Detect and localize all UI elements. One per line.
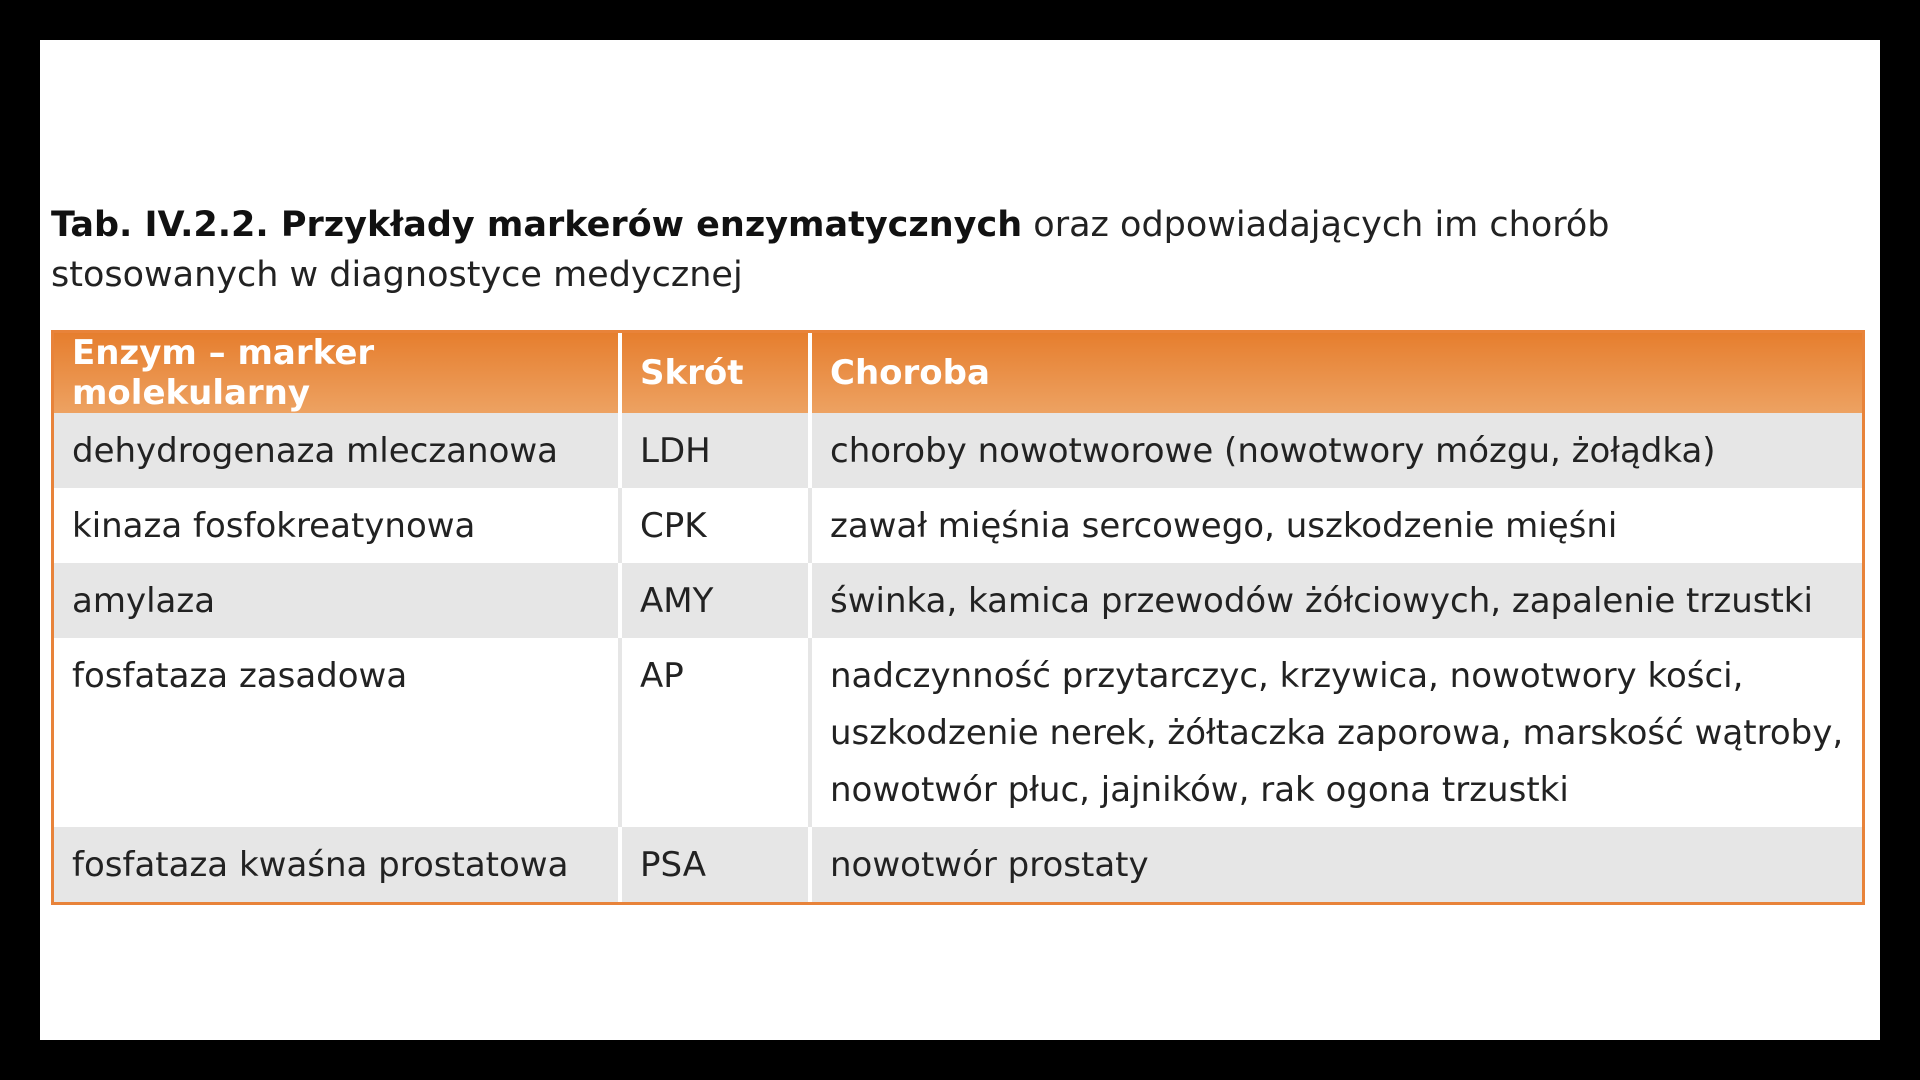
table-row <box>54 413 1862 488</box>
enzyme-marker-table <box>51 330 1865 905</box>
cell-abbreviation: LDH <box>620 413 810 488</box>
table-row <box>54 827 1862 902</box>
header-abbreviation: Skrót <box>620 333 810 413</box>
cell-abbreviation: CPK <box>620 488 810 563</box>
cell-abbreviation: PSA <box>620 827 810 902</box>
table-row <box>54 563 1862 638</box>
cell-disease: nadczynność przytarczyc, krzywica, nowotwory kości, uszkodzenie nerek, żółtaczka zaporowa, marskość wątroby, nowotwór płuc, jajników, rak ogona trzustki <box>810 638 1862 827</box>
cell-disease: choroby nowotworowe (nowotwory mózgu, żołądka) <box>810 413 1862 488</box>
table-row <box>54 638 1862 827</box>
cell-disease: świnka, kamica przewodów żółciowych, zapalenie trzustki <box>810 563 1862 638</box>
cell-enzyme: amylaza <box>54 563 620 638</box>
cell-enzyme: kinaza fosfokreatynowa <box>54 488 620 563</box>
document-page <box>40 40 1880 1040</box>
table-caption <box>51 200 1841 300</box>
cell-enzyme: dehydrogenaza mleczanowa <box>54 413 620 488</box>
caption-rest: oraz odpowiadających im chorób stosowanych w diagnostyce medycznej <box>51 205 1610 295</box>
caption-lead: Tab. IV.2.2. Przykłady markerów enzymatycznych <box>51 205 1023 245</box>
header-disease: Choroba <box>810 333 1862 413</box>
cell-disease: zawał mięśnia sercowego, uszkodzenie mięśni <box>810 488 1862 563</box>
table-header-row <box>54 333 1862 413</box>
header-enzyme: Enzym – marker molekularny <box>54 333 620 413</box>
cell-disease: nowotwór prostaty <box>810 827 1862 902</box>
cell-abbreviation: AMY <box>620 563 810 638</box>
cell-abbreviation: AP <box>620 638 810 827</box>
cell-enzyme: fosfataza zasadowa <box>54 638 620 827</box>
cell-enzyme: fosfataza kwaśna prostatowa <box>54 827 620 902</box>
table-row <box>54 488 1862 563</box>
